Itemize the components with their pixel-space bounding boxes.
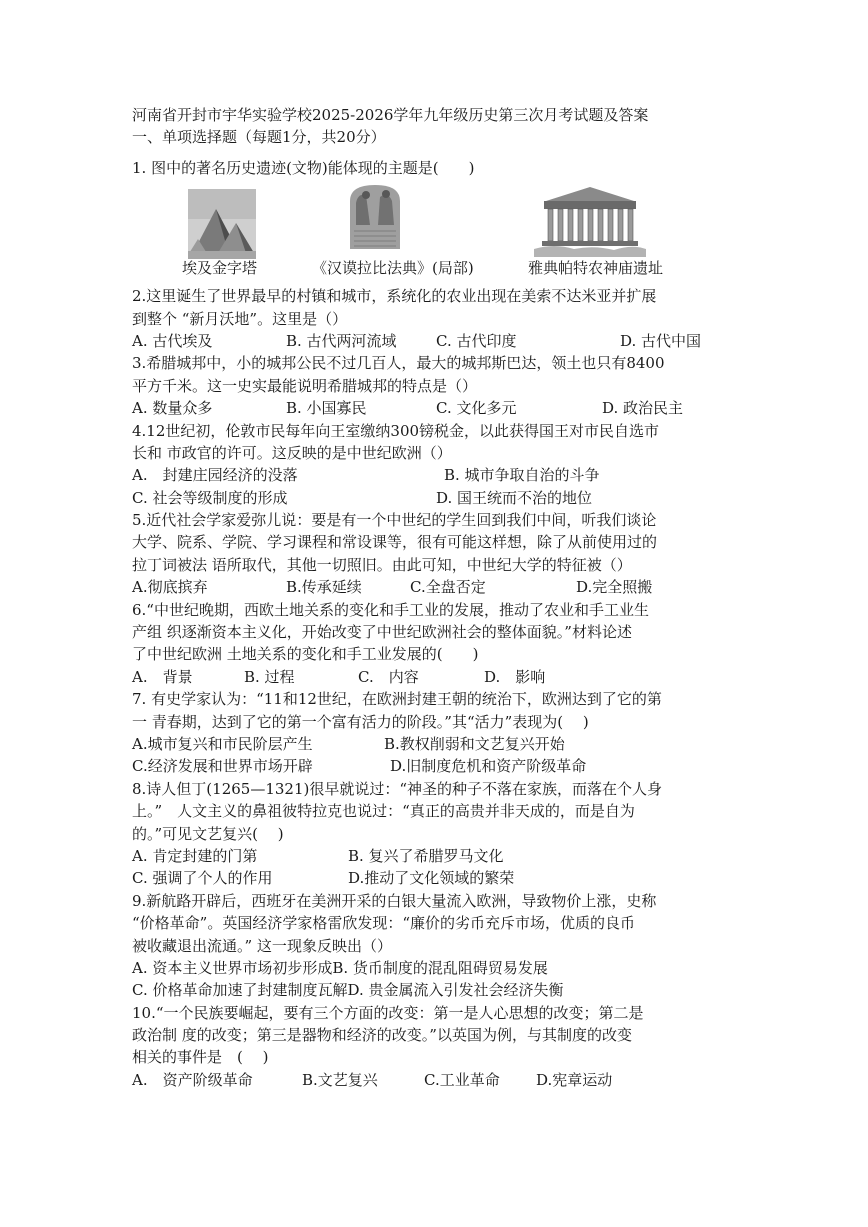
option-c: C. 内容 <box>358 667 419 686</box>
question-8-stem-line-3: 的。”可见文艺复兴( ) <box>132 824 284 843</box>
question-9-stem-line-1: 9.新航路开辟后，西班牙在美洲开采的白银大量流入欧洲，导致物价上涨，史称 <box>132 891 657 910</box>
option-d: D.旧制度危机和资产阶级革命 <box>390 757 587 776</box>
option-a: A. 封建庄园经济的没落 <box>132 466 298 485</box>
option-c: C.工业革命 <box>424 1070 500 1089</box>
question-3-stem-line-1: 3.希腊城邦中，小的城邦公民不过几百人，最大的城邦斯巴达，领土也只有8400 <box>132 354 665 373</box>
question-8-options-row-1 <box>132 845 772 867</box>
question-6-stem-line-3: 了中世纪欧洲 土地关系的变化和手工业发展的( ) <box>132 645 479 664</box>
question-5-options <box>132 576 772 598</box>
question-10-stem-line-1: 10.“一个民族要崛起，要有三个方面的改变：第一是人心思想的改变；第二是 <box>132 1003 644 1022</box>
caption-pyramids: 埃及金字塔 <box>182 259 258 278</box>
parthenon-image <box>534 183 646 257</box>
option-d: D. 影响 <box>484 667 546 686</box>
option-c: C. 强调了个人的作用 <box>132 869 273 888</box>
question-9-stem-line-2: “价格革命”。英国经济学家格雷欣发现：“廉价的劣币充斥市场，优质的良币 <box>132 914 636 933</box>
option-b: B. 过程 <box>244 667 295 686</box>
question-6-stem-line-2: 产组 织逐渐资本主义化，开始改变了中世纪欧洲社会的整体面貌。”材料论述 <box>132 623 632 642</box>
option-c: C.全盘否定 <box>410 578 486 597</box>
question-10-options <box>132 1069 772 1091</box>
question-4-options-row-1 <box>132 464 772 486</box>
option-c: C.经济发展和世界市场开辟 <box>132 757 313 776</box>
option-a: A. 肯定封建的门第 <box>132 846 258 865</box>
question-1-stem: 1. 图中的著名历史遗迹(文物)能体现的主题是( ) <box>132 158 475 177</box>
option-c: C. 社会等级制度的形成 <box>132 488 288 507</box>
question-3-options <box>132 397 772 419</box>
option-c: C. 文化多元 <box>436 399 517 418</box>
option-a: A. 背景 <box>132 667 193 686</box>
option-b: B. 城市争取自治的斗争 <box>444 466 600 485</box>
section-heading: 一、单项选择题（每题1分，共20分） <box>132 128 386 147</box>
exam-title: 河南省开封市宇华实验学校2025-2026学年九年级历史第三次月考试题及答案 <box>132 106 649 124</box>
question-7-stem-line-1: 7. 有史学家认为：“11和12世纪，在欧洲封建王朝的统治下，欧洲达到了它的第 <box>132 690 662 709</box>
question-5-stem-line-3: 拉丁词被法 语所取代，其他一切照旧。由此可知，中世纪大学的特征被（） <box>132 555 632 574</box>
question-7-options-row-1 <box>132 733 772 755</box>
question-7-stem-line-2: 一 青春期，达到了它的第一个富有活力的阶段。”其“活力”表现为( ) <box>132 712 589 731</box>
question-9-stem-line-3: 被收藏退出流通。” 这一现象反映出（） <box>132 936 392 955</box>
option-d: D.推动了文化领域的繁荣 <box>348 869 515 888</box>
option-d: D.完全照搬 <box>576 578 653 597</box>
option-b: B. 古代两河流域 <box>286 331 397 350</box>
question-4-options-row-2 <box>132 487 772 509</box>
question-5-stem-line-1: 5.近代社会学家爱弥儿说：要是有一个中世纪的学生回到我们中间，听我们谈论 <box>132 511 657 530</box>
question-7-options-row-2 <box>132 755 772 777</box>
option-a: A.彻底摈弃 <box>132 578 208 597</box>
question-3-stem-line-2: 平方千米。这一史实最能说明希腊城邦的特点是（） <box>132 376 478 395</box>
question-2-stem-line-2: 到整个 “新月沃地”。这里是（） <box>132 309 348 328</box>
question-2-stem-line-1: 2.这里诞生了世界最早的村镇和城市，系统化的农业出现在美索不达米亚并扩展 <box>132 287 657 306</box>
question-8-stem-line-2: 上。” 人文主义的鼻祖彼特拉克也说过：“真正的高贵并非天成的，而是自为 <box>132 802 635 821</box>
question-10-stem-line-2: 政治制 度的改变；第三是器物和经济的改变。”以英国为例，与其制度的改变 <box>132 1026 632 1045</box>
option-a: A.城市复兴和市民阶层产生 <box>132 734 313 753</box>
option-b: B. 复兴了希腊罗马文化 <box>348 846 504 865</box>
question-8-stem-line-1: 8.诗人但丁(1265—1321)很早就说过：“神圣的种子不落在家族，而落在个人身 <box>132 779 663 798</box>
question-6-stem-line-1: 6.“中世纪晚期，西欧土地关系的变化和手工业的发展，推动了农业和手工业生 <box>132 600 649 619</box>
option-d: D. 政治民主 <box>602 399 684 418</box>
option-c: C. 古代印度 <box>436 331 517 350</box>
option-a: A. 古代埃及 <box>132 331 213 350</box>
exam-page <box>132 104 772 1091</box>
question-8-options-row-2 <box>132 867 772 889</box>
option-b: B.文艺复兴 <box>302 1070 378 1089</box>
hammurabi-code-image <box>346 181 404 251</box>
option-b: B.教权削弱和文艺复兴开始 <box>384 734 565 753</box>
question-9-options-row-1: A. 资本主义世界市场初步形成B. 货币制度的混乱阻碍贸易发展 <box>132 958 548 977</box>
question-9-options-row-2: C. 价格革命加速了封建制度瓦解D. 贵金属流入引发社会经济失衡 <box>132 981 564 1000</box>
option-d: D.宪章运动 <box>536 1070 613 1089</box>
option-b: B. 小国寡民 <box>286 399 367 418</box>
question-6-options <box>132 666 772 688</box>
question-4-stem-line-2: 长和 市政官的许可。这反映的是中世纪欧洲（） <box>132 443 452 462</box>
option-d: D. 国王统而不治的地位 <box>436 488 593 507</box>
option-a: A. 资产阶级革命 <box>132 1070 253 1089</box>
question-4-stem-line-1: 4.12世纪初，伦敦市民每年向王室缴纳300镑税金，以此获得国王对市民自选市 <box>132 421 660 440</box>
option-b: B.传承延续 <box>286 578 362 597</box>
pyramids-image <box>188 189 256 259</box>
caption-parthenon: 雅典帕特农神庙遗址 <box>528 259 664 278</box>
question-10-stem-line-3: 相关的事件是 ( ) <box>132 1048 269 1067</box>
option-d: D. 古代中国 <box>620 331 702 350</box>
caption-hammurabi: 《汉谟拉比法典》(局部) <box>312 259 474 278</box>
question-2-options <box>132 330 772 352</box>
question-5-stem-line-2: 大学、院系、学院、学习课程和常设课等，很有可能这样想，除了从前使用过的 <box>132 533 658 552</box>
option-a: A. 数量众多 <box>132 399 213 418</box>
